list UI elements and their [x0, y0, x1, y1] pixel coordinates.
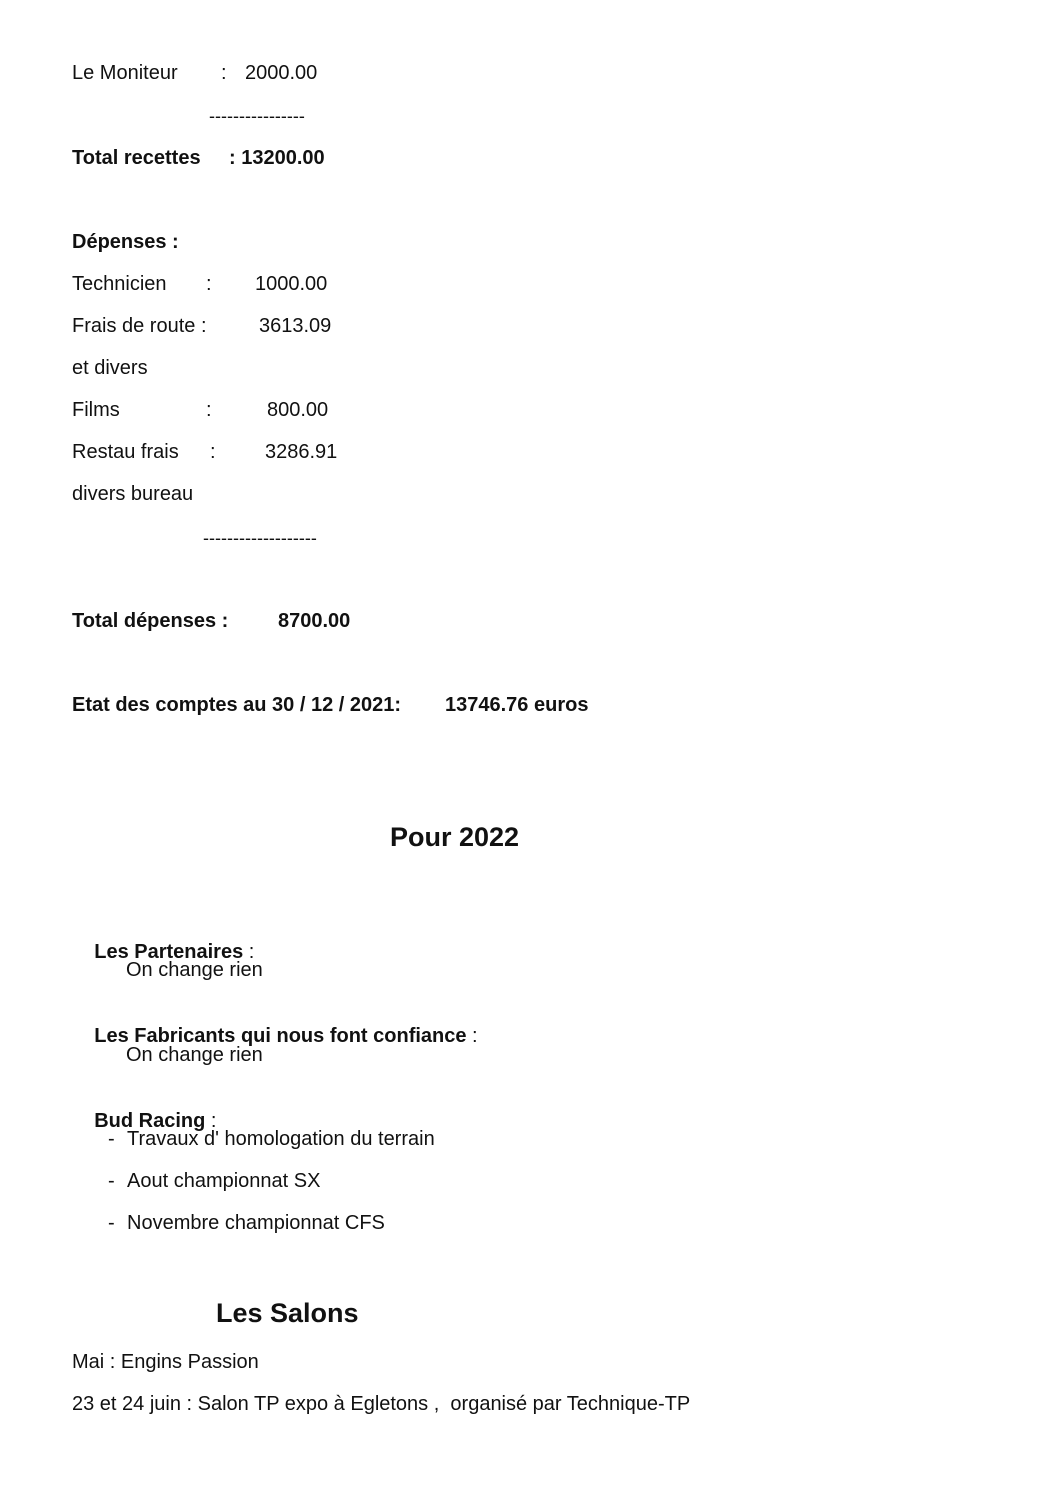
bullet-dash-icon: -	[108, 1128, 115, 1150]
recette-label: Le Moniteur	[72, 62, 178, 84]
recettes-separator: ----------------	[209, 106, 305, 126]
total-recettes-value: : 13200.00	[229, 147, 325, 169]
depense-label: Technicien	[72, 273, 167, 295]
depenses-separator: -------------------	[203, 528, 317, 548]
depense-label: Films	[72, 399, 120, 421]
depense-label: Restau frais	[72, 441, 179, 463]
section-suffix: :	[466, 1025, 478, 1047]
bullet-dash-icon: -	[108, 1170, 115, 1192]
section-label: Bud Racing	[94, 1110, 206, 1132]
section-label: Les Partenaires	[94, 941, 244, 963]
total-depenses-value: 8700.00	[278, 610, 351, 632]
depense-sep: :	[206, 273, 212, 295]
depense-value: 3286.91	[265, 441, 338, 463]
section-note: On change rien	[126, 959, 263, 981]
section-suffix: :	[243, 941, 255, 963]
recette-value: 2000.00	[245, 62, 318, 84]
depense-sep: :	[210, 441, 216, 463]
salons-title: Les Salons	[216, 1298, 359, 1328]
depense-label: Frais de route :	[72, 315, 207, 337]
depense-value: 3613.09	[259, 315, 332, 337]
bullet-item: Travaux d' homologation du terrain	[127, 1128, 435, 1150]
depense-value: 800.00	[267, 399, 329, 421]
salon-item: 23 et 24 juin : Salon TP expo à Egletons , organisé par Technique-TP	[72, 1393, 691, 1415]
bullet-dash-icon: -	[108, 1212, 115, 1234]
section-note: On change rien	[126, 1044, 263, 1066]
etat-label: Etat des comptes au 30 / 12 / 2021:	[72, 694, 402, 716]
depense-label-continuation: divers bureau	[72, 483, 194, 505]
depense-sep: :	[206, 399, 212, 421]
depense-label-continuation: et divers	[72, 357, 148, 379]
recette-sep: :	[221, 62, 227, 84]
depenses-heading: Dépenses :	[72, 231, 179, 253]
bullet-item: Novembre championnat CFS	[127, 1212, 385, 1234]
depense-value: 1000.00	[255, 273, 328, 295]
total-recettes-label: Total recettes	[72, 147, 201, 169]
bullet-item: Aout championnat SX	[127, 1170, 321, 1192]
etat-value: 13746.76 euros	[445, 694, 589, 716]
section-suffix: :	[205, 1110, 217, 1132]
salon-item: Mai : Engins Passion	[72, 1351, 259, 1373]
section-label: Les Fabricants qui nous font confiance	[94, 1025, 467, 1047]
pour-2022-title: Pour 2022	[390, 822, 520, 852]
total-depenses-label: Total dépenses :	[72, 610, 229, 632]
